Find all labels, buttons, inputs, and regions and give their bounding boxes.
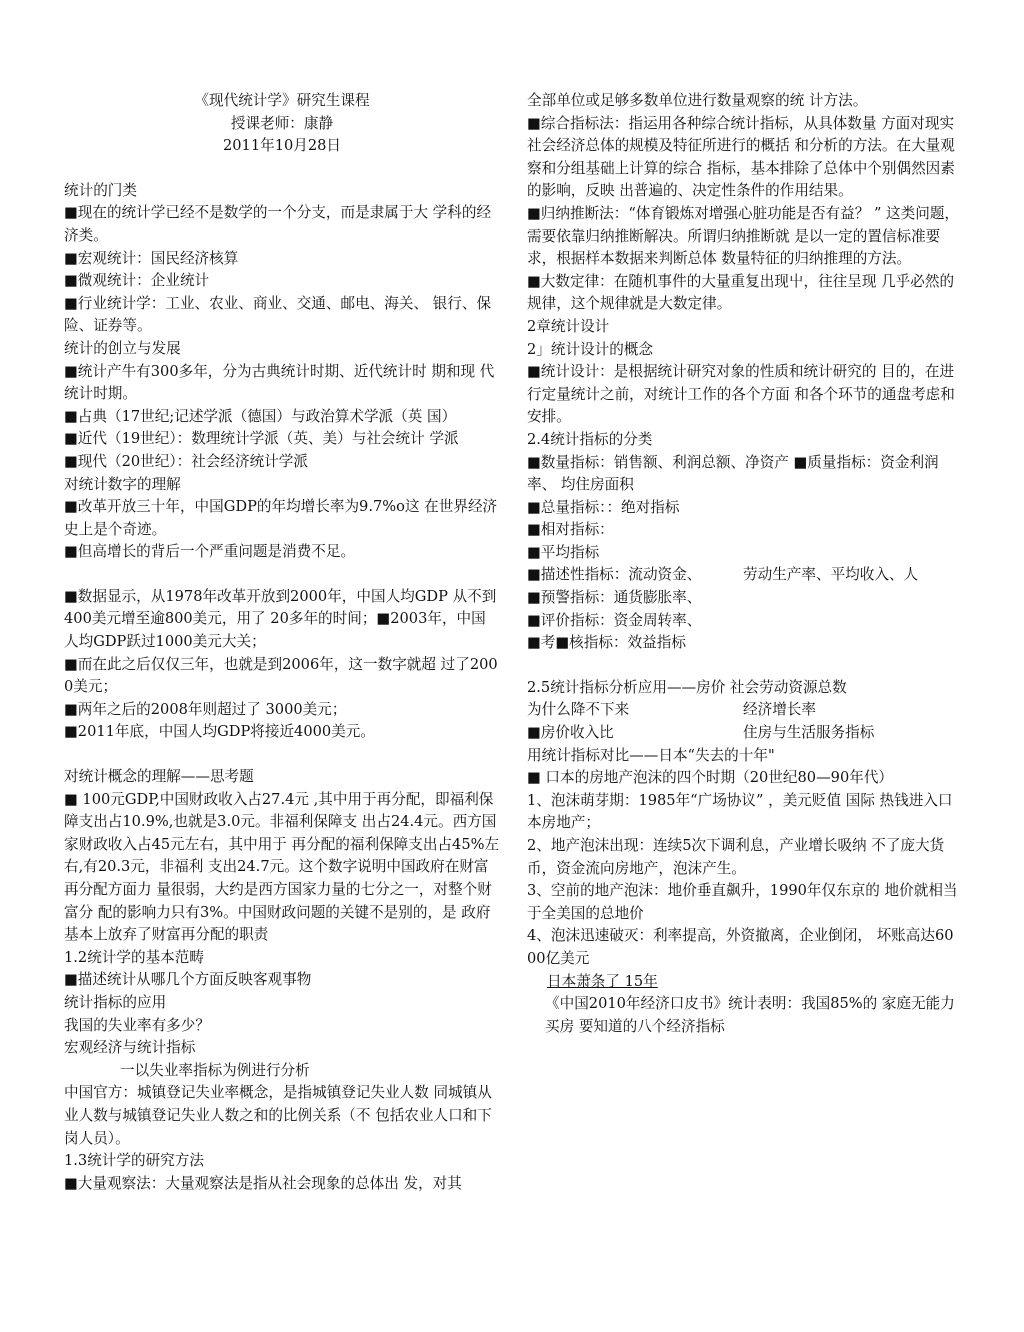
underlined-heading — [527, 971, 962, 994]
paragraph: 3、空前的地产泡沫：地价垂直飙升，1990年仅东京的 地价就相当于全美国的总地价 — [527, 882, 958, 922]
paragraph: ■平均指标 — [527, 543, 600, 561]
paragraph: ■ 100元GDP,中国财政收入占27.4元 ,其中用于再分配，即福利保障支出占10.9%,也就是3.0元。非福利保障支 出占24.4元。西方国家财政收入占45元左右，其中用于 再分配的福利保障支出占45%左右,有20.3元，非福利 支出24.7元。这个数字说明中国政府在财富再分配方面力 量很弱，大约是西方国家力量的七分之一，对整个财富分 配的影响力只有3%。中国财政问题的关键不是别的，是 政府基本上放弃了财富再分配的职责 — [64, 790, 500, 944]
paragraph: ■相对指标： — [527, 521, 614, 539]
paragraph: 4、泡沫迅速破灭：利率提高，外资撤离，企业倒闭， 坏账高达6000亿美元 — [527, 927, 954, 967]
paragraph: 1、泡沫萌芽期：1985年“广场协议” ，美元贬值 国际 热钱进入口本房地产； — [527, 791, 953, 832]
paragraph: 中国官方：城镇登记失业率概念，是指城镇登记失业人数 同城镇从业人数与城镇登记失业人数之和的比例关系（不 包括农业人口和下岗人员）。 — [64, 1084, 492, 1147]
spacer — [527, 655, 962, 677]
paragraph: ■ 口本的房地产泡沫的四个时期（20世纪80—90年代） — [527, 769, 894, 787]
text-left: ■描述性指标：流动资金、 — [527, 566, 702, 584]
paragraph: ■大量观察法：大量观察法是指从社会现象的总体出 发，对其 — [64, 1174, 462, 1192]
paragraph: ■数量指标：销售额、利润总额、净资产 ■质量指标：资金利润率、 均住房面积 — [527, 453, 939, 494]
section-heading: 2」统计设计的概念 — [527, 340, 654, 358]
section-heading: 2.5统计指标分析应用——房价 社会劳动资源总数 — [527, 678, 847, 696]
paragraph: ■占典（17世纪;记述学派（德国）与政治算术学派（英 国） — [64, 407, 457, 425]
section-heading: 2.4统计指标的分类 — [527, 430, 653, 448]
paragraph: 宏观经济与统计指标 — [64, 1039, 196, 1057]
paragraph: ■宏观统计：国民经济核算 — [64, 249, 239, 267]
course-title: 《现代统计学》研究生课程 — [194, 92, 370, 109]
text-left: 为什么降不下来 — [527, 701, 630, 719]
paragraph: ■近代（19世纪）：数理统计学派（英、美）与社会统计 学派 — [64, 430, 459, 448]
left-column — [64, 90, 500, 1195]
paragraph: ■总量指标：：绝对指标 — [527, 498, 680, 516]
spacer — [64, 158, 500, 180]
paragraph: ■综合指标法：指运用各种综合统计指标，从具体数量 方面对现实社会经济总体的规模及特征所进行的概括 和分析的方法。在大量观察和分组基础上计算的综合 指标，基本排除了总体中个别偶然因素的影响，反映 出普遍的、决定性条件的作用结果。 — [527, 114, 955, 200]
paragraph: ■但高增长的背后一个严重问题是消费不足。 — [64, 543, 356, 561]
paragraph: ■改革开放三十年，中国GDP的年均增长率为9.7%o这 在世界经济史上是个奇迹。 — [64, 498, 498, 538]
paragraph: ■统计设计：是根据统计研究对象的性质和统计研究的 目的，在进行定量统计之前，对统计工作的各个方面 和各个环节的通盘考虑和安排。 — [527, 363, 955, 426]
text-right: 劳动生产率、平均收入、人 — [743, 566, 919, 584]
paragraph: 统计指标的应用 — [64, 993, 167, 1011]
paragraph-two-part — [527, 699, 962, 722]
paragraph: ■描述统计从哪几个方面反映客观事物 — [64, 971, 312, 989]
paragraph: ■两年之后的2008年则超过了 3000美元； — [64, 700, 347, 718]
underlined-text: 日本萧条了 15年 — [547, 972, 658, 990]
right-column — [527, 90, 962, 1038]
spacer — [64, 744, 500, 766]
paragraph: 2、地产泡沫出现：连续5次下调利息，产业增长吸纳 不了庞大货币，资金流向房地产，泡沫产生。 — [527, 837, 945, 877]
text-right: 经济增长率 — [743, 701, 816, 719]
paragraph: ■现代（20世纪）：社会经济统计学派 — [64, 452, 308, 470]
date-line: 2011年10月28日 — [222, 137, 342, 155]
paragraph: ■现在的统计学已经不是数学的一个分支，而是隶属于大 学科的经济类。 — [64, 204, 492, 244]
paragraph: ■大数定律：在随机事件的大量重复出现屮，往往呈现 几乎必然的规律，这个规律就是大数定律。 — [527, 272, 955, 313]
section-heading: 统计的门类 — [64, 181, 137, 199]
paragraph: 《中国2010年经济口皮书》统计表明：我国85%的 家庭无能力买房 要知道的八个经济指标 — [545, 995, 955, 1035]
paragraph: 一以失业率指标为例进行分析 — [120, 1061, 310, 1079]
paragraph: ■统计产牛有300多年，分为古典统计时期、近代统计时 期和现 代统计时期。 — [64, 362, 495, 403]
section-heading: 对统计概念的理解——思考题 — [64, 768, 254, 786]
section-heading: 1.2统计学的基本范畴 — [64, 948, 204, 966]
paragraph: ■考■核指标：效益指标 — [527, 634, 686, 652]
paragraph-two-part — [527, 722, 962, 745]
section-heading: 统计的创立与发展 — [64, 339, 181, 357]
paragraph: ■评价指标：资金周转率、 — [527, 611, 702, 629]
paragraph: ■微观统计：企业统计 — [64, 272, 210, 290]
paragraph: 我国的失业率有多少？ — [64, 1016, 210, 1034]
paragraph: ■行业统计学：工业、农业、商业、交通、邮电、海关、 银行、保险、证券等。 — [64, 294, 492, 335]
text-left: ■房价收入比 — [527, 724, 614, 742]
section-heading: 2章统计设计 — [527, 317, 610, 335]
section-heading: 1.3统计学的研究方法 — [64, 1152, 204, 1170]
paragraph: ■预警指标：通货膨胀率、 — [527, 589, 702, 607]
paragraph: ■2011年底，中国人均GDP将接近4000美元。 — [64, 723, 375, 741]
paragraph: 全部单位或足够多数单位进行数量观察的统 计方法。 — [527, 92, 868, 109]
paragraph-two-part — [527, 564, 962, 587]
text-right: 住房与生活服务指标 — [743, 724, 875, 742]
section-heading: 对统计数字的理解 — [64, 475, 181, 493]
paragraph: ■数据显示，从1978年改革开放到2000年，中国人均GDP 从不到400美元增至逾800美元，用了 20多年的时间；■2003年，中国人均GDP跃过1000美元大关； — [64, 587, 497, 651]
teacher-line: 授课老师：康静 — [230, 114, 334, 132]
spacer — [64, 564, 500, 586]
paragraph: 用统计指标对比——日本“失去的十年" — [527, 746, 775, 764]
paragraph: ■归纳推断法：“体育锻炼对增强心脏功能是否有益？ ” 这类问题，需要依靠归纳推断解决。所谓归纳推断就 是以一定的置信标准要求，根据样本数据来判断总体 数量特征的归纳推理的方法。 — [527, 204, 960, 268]
paragraph: ■而在此之后仅仅三年，也就是到2006年，这一数字就超 过了2000美元； — [64, 655, 498, 696]
